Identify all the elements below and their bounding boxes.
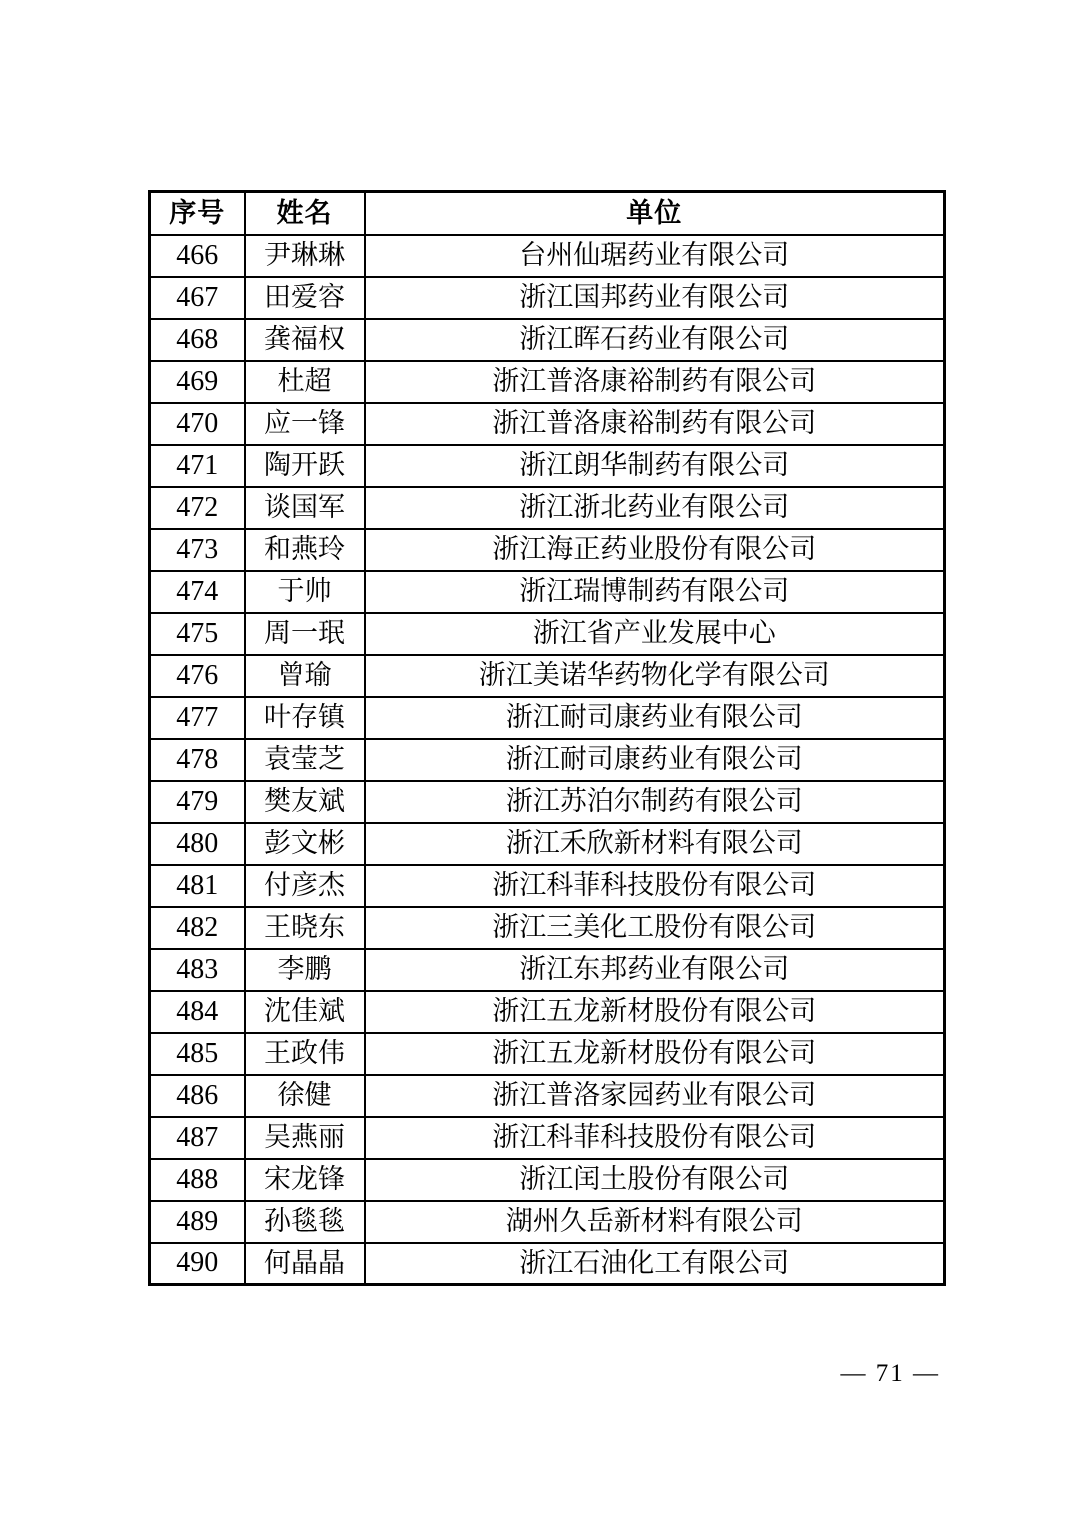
row-org: 浙江石油化工有限公司 — [365, 1243, 945, 1285]
row-serial: 487 — [150, 1117, 245, 1159]
row-name: 李鹏 — [245, 949, 365, 991]
table-row — [150, 865, 945, 907]
row-name: 彭文彬 — [245, 823, 365, 865]
row-serial: 474 — [150, 571, 245, 613]
row-serial: 470 — [150, 403, 245, 445]
row-org: 浙江闰土股份有限公司 — [365, 1159, 945, 1201]
row-org: 浙江朗华制药有限公司 — [365, 445, 945, 487]
row-org: 浙江普洛康裕制药有限公司 — [365, 361, 945, 403]
row-serial: 485 — [150, 1033, 245, 1075]
row-name: 吴燕丽 — [245, 1117, 365, 1159]
row-serial: 483 — [150, 949, 245, 991]
table-row — [150, 907, 945, 949]
row-serial: 486 — [150, 1075, 245, 1117]
table-row — [150, 613, 945, 655]
row-serial: 489 — [150, 1201, 245, 1243]
table-row — [150, 235, 945, 277]
row-name: 杜超 — [245, 361, 365, 403]
table-row — [150, 1117, 945, 1159]
row-org: 浙江科菲科技股份有限公司 — [365, 1117, 945, 1159]
row-org: 台州仙琚药业有限公司 — [365, 235, 945, 277]
header-row — [150, 192, 945, 235]
row-org: 浙江科菲科技股份有限公司 — [365, 865, 945, 907]
row-serial: 466 — [150, 235, 245, 277]
row-serial: 488 — [150, 1159, 245, 1201]
row-org: 湖州久岳新材料有限公司 — [365, 1201, 945, 1243]
row-org: 浙江耐司康药业有限公司 — [365, 697, 945, 739]
row-org: 浙江普洛家园药业有限公司 — [365, 1075, 945, 1117]
row-org: 浙江苏泊尔制药有限公司 — [365, 781, 945, 823]
row-serial: 467 — [150, 277, 245, 319]
row-name: 周一珉 — [245, 613, 365, 655]
row-serial: 473 — [150, 529, 245, 571]
row-name: 孙毯毯 — [245, 1201, 365, 1243]
table-row — [150, 1243, 945, 1285]
header-serial: 序号 — [150, 192, 245, 235]
row-name: 龚福权 — [245, 319, 365, 361]
row-serial: 475 — [150, 613, 245, 655]
row-serial: 477 — [150, 697, 245, 739]
row-name: 和燕玲 — [245, 529, 365, 571]
row-serial: 481 — [150, 865, 245, 907]
table-row — [150, 739, 945, 781]
row-serial: 479 — [150, 781, 245, 823]
table-row — [150, 487, 945, 529]
row-serial: 490 — [150, 1243, 245, 1285]
row-org: 浙江三美化工股份有限公司 — [365, 907, 945, 949]
row-serial: 468 — [150, 319, 245, 361]
row-org: 浙江东邦药业有限公司 — [365, 949, 945, 991]
row-serial: 480 — [150, 823, 245, 865]
row-org: 浙江海正药业股份有限公司 — [365, 529, 945, 571]
row-serial: 484 — [150, 991, 245, 1033]
roster-table-body — [150, 235, 945, 1285]
table-row — [150, 277, 945, 319]
roster-table — [148, 190, 946, 1286]
row-org: 浙江耐司康药业有限公司 — [365, 739, 945, 781]
row-org: 浙江五龙新材股份有限公司 — [365, 1033, 945, 1075]
row-name: 袁莹芝 — [245, 739, 365, 781]
table-row — [150, 571, 945, 613]
row-name: 于帅 — [245, 571, 365, 613]
row-serial: 471 — [150, 445, 245, 487]
row-name: 叶存镇 — [245, 697, 365, 739]
row-name: 陶开跃 — [245, 445, 365, 487]
roster-table-header — [150, 192, 945, 235]
row-org: 浙江浙北药业有限公司 — [365, 487, 945, 529]
table-row — [150, 1201, 945, 1243]
table-row — [150, 1033, 945, 1075]
row-name: 谈国军 — [245, 487, 365, 529]
row-serial: 482 — [150, 907, 245, 949]
row-org: 浙江晖石药业有限公司 — [365, 319, 945, 361]
row-org: 浙江禾欣新材料有限公司 — [365, 823, 945, 865]
row-serial: 469 — [150, 361, 245, 403]
row-name: 曾瑜 — [245, 655, 365, 697]
table-row — [150, 781, 945, 823]
table-row — [150, 361, 945, 403]
table-row — [150, 529, 945, 571]
table-row — [150, 403, 945, 445]
row-serial: 472 — [150, 487, 245, 529]
table-row — [150, 1159, 945, 1201]
row-name: 宋龙锋 — [245, 1159, 365, 1201]
row-org: 浙江国邦药业有限公司 — [365, 277, 945, 319]
row-name: 何晶晶 — [245, 1243, 365, 1285]
row-org: 浙江普洛康裕制药有限公司 — [365, 403, 945, 445]
row-name: 付彦杰 — [245, 865, 365, 907]
row-org: 浙江省产业发展中心 — [365, 613, 945, 655]
row-name: 王晓东 — [245, 907, 365, 949]
row-name: 应一锋 — [245, 403, 365, 445]
table-row — [150, 1075, 945, 1117]
row-org: 浙江美诺华药物化学有限公司 — [365, 655, 945, 697]
header-name: 姓名 — [245, 192, 365, 235]
page-number: — 71 — — [840, 1360, 940, 1387]
table-row — [150, 445, 945, 487]
row-name: 尹琳琳 — [245, 235, 365, 277]
row-name: 徐健 — [245, 1075, 365, 1117]
row-org: 浙江瑞博制药有限公司 — [365, 571, 945, 613]
row-serial: 478 — [150, 739, 245, 781]
table-row — [150, 823, 945, 865]
row-name: 樊友斌 — [245, 781, 365, 823]
row-name: 沈佳斌 — [245, 991, 365, 1033]
table-row — [150, 991, 945, 1033]
header-org: 单位 — [365, 192, 945, 235]
table-row — [150, 319, 945, 361]
row-name: 田爱容 — [245, 277, 365, 319]
row-serial: 476 — [150, 655, 245, 697]
row-name: 王政伟 — [245, 1033, 365, 1075]
table-row — [150, 655, 945, 697]
row-org: 浙江五龙新材股份有限公司 — [365, 991, 945, 1033]
table-row — [150, 949, 945, 991]
table-row — [150, 697, 945, 739]
